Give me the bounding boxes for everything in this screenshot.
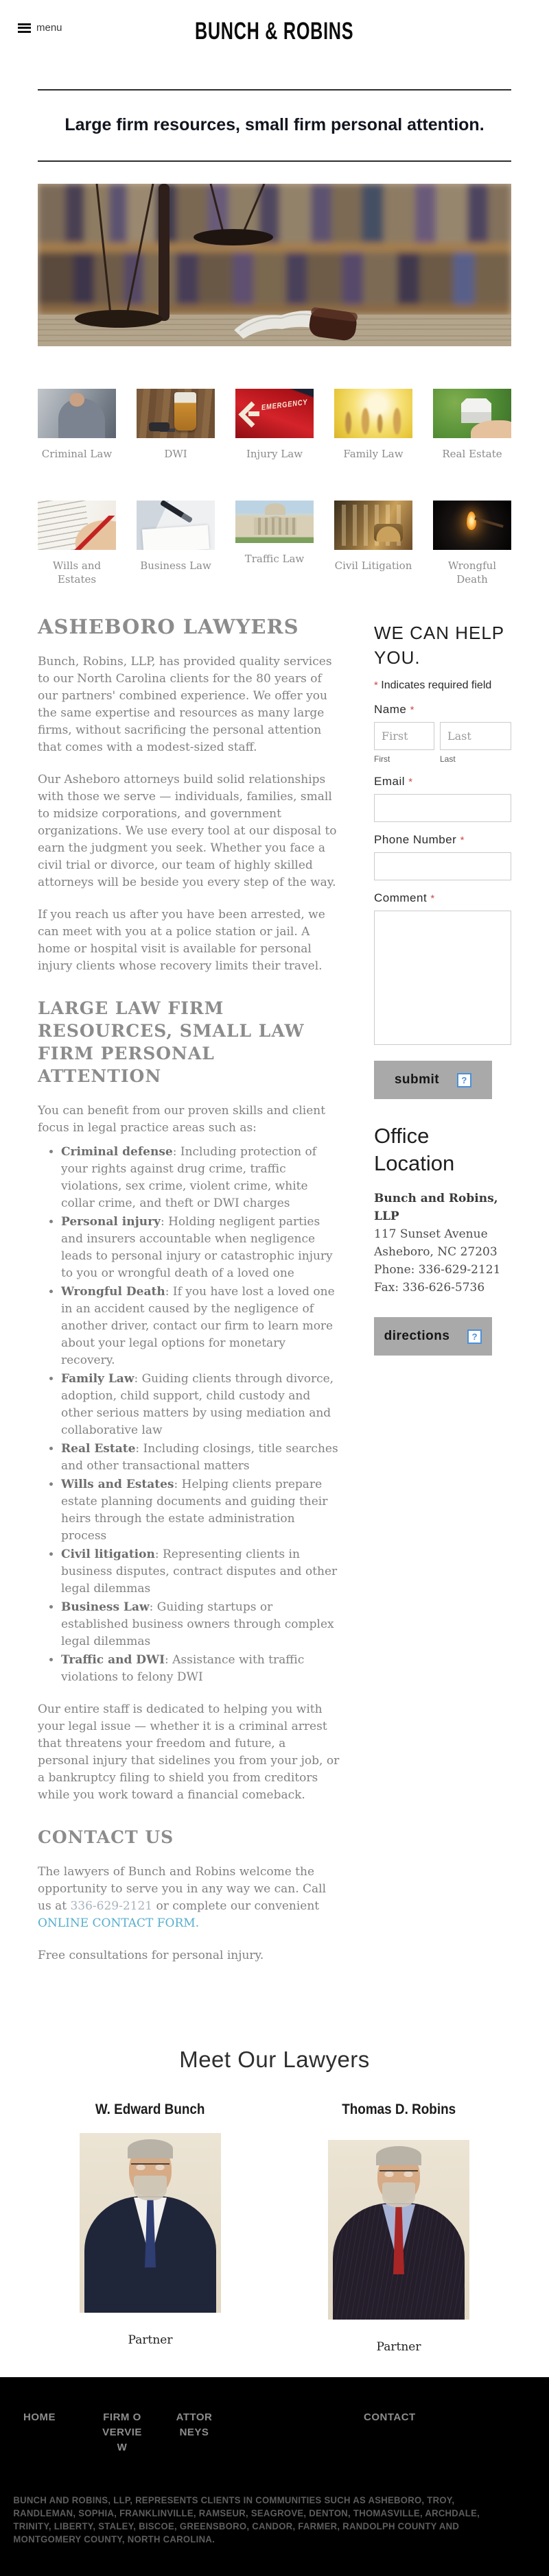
practice-area-label: Injury Law: [246, 448, 303, 460]
practice-areas-row-1: [0, 389, 549, 461]
first-sub-label: First: [374, 754, 390, 764]
practice-list-item: • Real Estate: Including closings, title searches and other transactional matters: [61, 1441, 340, 1475]
lawyers-heading: Meet Our Lawyers: [179, 2047, 370, 2072]
name-label: Name *: [374, 703, 414, 716]
criminal-law-photo: [38, 389, 116, 438]
required-asterisk-icon: *: [408, 776, 413, 788]
practice-area-label: Criminal Law: [41, 448, 113, 460]
phone-input[interactable]: [374, 852, 511, 880]
menu-button[interactable]: [12, 22, 62, 34]
lawyer-cards: [0, 2102, 549, 2354]
required-asterisk-icon: *: [430, 893, 435, 904]
comment-label: Comment *: [374, 891, 435, 904]
office-address-block: [374, 1190, 511, 1297]
recaptcha-help-icon[interactable]: ?: [467, 1329, 482, 1344]
practice-areas-grid: [0, 389, 549, 586]
last-sub-label: Last: [440, 754, 456, 764]
law-library-scales-gavel-photo: [38, 184, 511, 346]
hero-photo: [38, 184, 511, 346]
lawyer-name: W. Edward Bunch: [95, 2102, 205, 2117]
contact-text-2: or complete our convenient: [152, 1899, 320, 1913]
lawyer-title: Partner: [376, 2340, 421, 2354]
section-subheading: LARGE LAW FIRM RESOURCES, SMALL LAW FIRM PERSONAL ATTENTION: [38, 998, 305, 1086]
practice-area-label: Real Estate: [442, 448, 502, 460]
practice-list-item: • Wrongful Death: If you have lost a loved one in an accident caused by the negligence of another driver, contact our firm to learn more about your legal options for monetary recovery.: [61, 1284, 340, 1369]
practice-list-item: • Traffic and DWI: Assistance with traffic violations to felony DWI: [61, 1652, 340, 1686]
page-title: ASHEBORO LAWYERS: [38, 615, 299, 638]
phone-label: Phone Number *: [374, 833, 465, 846]
intro-paragraph-2: Our Asheboro attorneys build solid relationships with those we serve — individuals, families, small to midsize corporations, and government organizations. We use every tool at our disposal to earn the judgment you seek. Whether you face a civil trial or divorce, our team of highly skilled attorneys will be beside you every step of the way.: [38, 773, 337, 889]
practice-areas-row-2: [0, 501, 549, 586]
menu-label: menu: [36, 22, 62, 34]
site-footer: [0, 2377, 549, 2576]
form-heading: WE CAN HELP YOU.: [374, 623, 504, 668]
footer-nav-attorneys[interactable]: ATTORNEYS: [176, 2411, 213, 2438]
intro-paragraph-3: If you reach us after you have been arrested, we can meet with you at a police station or jail. A home or hospital visit is available for personal injury clients whose recovery limits their travel.: [38, 908, 325, 973]
required-note: * Indicates required field: [374, 679, 492, 691]
email-label: Email *: [374, 775, 413, 788]
practice-area-label: Wrongful Death: [447, 559, 497, 586]
tagline-section: [38, 89, 511, 162]
practice-list-item: • Family Law: Guiding clients through divorce, adoption, child support, child custody and other serious matters by using mediation and collaborative law: [61, 1371, 340, 1439]
footer-nav-contact[interactable]: CONTACT: [364, 2411, 416, 2423]
practice-area-label: Wills and Estates: [52, 559, 102, 586]
required-asterisk-icon: *: [374, 679, 378, 691]
wills-estates-photo: [38, 501, 116, 550]
firm-name: Bunch and Robins, LLP: [374, 1192, 498, 1223]
practice-area-family-law[interactable]: [334, 389, 412, 461]
footer-nav: [0, 2410, 549, 2455]
contact-heading: CONTACT US: [38, 1827, 174, 1847]
practice-area-wrongful-death[interactable]: [433, 501, 511, 586]
practice-area-traffic-law[interactable]: [235, 501, 314, 566]
recaptcha-help-icon[interactable]: ?: [457, 1073, 471, 1087]
lawyer-name: Thomas D. Robins: [342, 2102, 456, 2117]
practice-area-label: Civil Litigation: [334, 559, 412, 572]
phone-link[interactable]: 336-629-2121: [70, 1899, 153, 1913]
required-asterisk-icon: *: [410, 704, 414, 716]
emergency-sign-text: EMERGENCY: [260, 398, 308, 412]
last-name-input[interactable]: [440, 722, 511, 750]
sidebar-column: [374, 615, 511, 1964]
practice-area-label: DWI: [164, 448, 187, 460]
practice-list-item: • Wills and Estates: Helping clients prepare estate planning documents and guiding their heirs through the estate administration process: [61, 1476, 340, 1545]
main-content: [0, 615, 549, 1964]
email-input[interactable]: [374, 794, 511, 822]
practice-list-item: • Business Law: Guiding startups or established business owners through complex legal dilemmas: [61, 1599, 340, 1650]
office-fax: Fax: 336-626-5736: [374, 1281, 485, 1295]
footer-nav-firm-overview[interactable]: FIRM OVERVIEW: [102, 2411, 142, 2453]
address-line-1: 117 Sunset Avenue: [374, 1227, 488, 1241]
injury-law-photo: [235, 389, 314, 438]
practice-area-label: Traffic Law: [244, 553, 305, 565]
family-law-photo: [334, 389, 412, 438]
online-contact-form-link[interactable]: ONLINE CONTACT FORM.: [38, 1916, 200, 1930]
lawyer-card-robins: [328, 2102, 469, 2354]
required-asterisk-icon: *: [460, 834, 465, 846]
practice-area-criminal-law[interactable]: [38, 389, 116, 461]
closing-paragraph: Our entire staff is dedicated to helping you with your legal issue — whether it is a criminal arrest that threatens your freedom and future, a personal injury that sidelines you from your job, or a bankruptcy filing to shield you from creditors while you work toward a financial comeback.: [38, 1702, 340, 1802]
business-law-photo: [137, 501, 215, 550]
practice-area-real-estate[interactable]: [433, 389, 511, 461]
traffic-law-photo: [235, 501, 314, 543]
address-line-2: Asheboro, NC 27203: [374, 1245, 498, 1259]
article-column: [38, 615, 340, 1964]
practice-area-injury-law[interactable]: [235, 389, 314, 461]
office-phone: Phone: 336-629-2121: [374, 1263, 501, 1277]
real-estate-photo: [433, 389, 511, 438]
list-intro: You can benefit from our proven skills and client focus in legal practice areas such as:: [38, 1104, 326, 1135]
footer-disclaimer: BUNCH AND ROBINS, LLP, REPRESENTS CLIENTS IN COMMUNITIES SUCH AS ASHEBORO, TROY, RANDLEMAN, SOPHIA, FRANKLINVILLE, RAMSEUR, SEAGROVE, DENTON, THOMASVILLE, ARCHDALE, TRINITY, LIBERTY, STALEY, BISCOE, GREENSBORO, CANDOR, FARMER, RANDOLPH COUNTY AND MONTGOMERY COUNTY, NORTH CAROLINA.: [13, 2495, 480, 2544]
practice-list: [38, 1144, 340, 1686]
directions-button[interactable]: directions ?: [374, 1317, 492, 1356]
hamburger-icon: [18, 23, 31, 33]
contact-text: The lawyers of Bunch and Robins welcome the opportunity to serve you in any way we can. Call us at: [38, 1865, 327, 1913]
civil-litigation-photo: [334, 501, 412, 550]
practice-area-label: Family Law: [343, 448, 404, 460]
practice-list-item: • Civil litigation: Representing clients in business disputes, contract disputes and other legal dilemmas: [61, 1546, 340, 1598]
wrongful-death-photo: [433, 501, 511, 550]
free-consultation-note: Free consultations for personal injury.: [38, 1949, 264, 1962]
practice-list-item: • Criminal defense: Including protection of your rights against drug crime, traffic violations, sex crime, violent crime, white collar crime, and theft or DWI charges: [61, 1144, 340, 1212]
dwi-photo: [137, 389, 215, 438]
office-location-heading: Office Location: [374, 1124, 455, 1175]
lawyer-title: Partner: [128, 2333, 173, 2347]
footer-nav-home[interactable]: HOME: [23, 2411, 56, 2423]
bunch-portrait-photo: [80, 2133, 221, 2313]
comment-textarea[interactable]: [374, 911, 511, 1045]
practice-area-business-law[interactable]: [137, 501, 215, 573]
site-header: [0, 0, 549, 45]
practice-list-item: • Personal injury: Holding negligent parties and insurers accountable when negligence leads to personal injury or catastrophic injury to you or wrongful death of a loved one: [61, 1214, 340, 1282]
practice-area-wills-estates[interactable]: [38, 501, 116, 586]
tagline-heading: Large firm resources, small firm personal attention.: [65, 115, 484, 134]
lawyer-card-bunch: [80, 2102, 221, 2354]
submit-button[interactable]: submit ?: [374, 1061, 492, 1099]
practice-area-civil-litigation[interactable]: [334, 501, 412, 573]
practice-area-dwi[interactable]: [137, 389, 215, 461]
robins-portrait-photo: [328, 2140, 469, 2320]
site-title: BUNCH & ROBINS: [195, 18, 354, 45]
intro-paragraph-1: Bunch, Robins, LLP, has provided quality services to our North Carolina clients for the 80 years of our partners' combined experience. We offer you the same expertise and resources as many large firms, without sacrificing the personal attention that comes with a modest-sized staff.: [38, 655, 332, 754]
name-fields: [374, 722, 511, 764]
first-name-input[interactable]: [374, 722, 434, 750]
practice-area-label: Business Law: [140, 559, 211, 572]
lawyers-section: [0, 2047, 549, 2354]
contact-paragraph: [38, 1864, 340, 1932]
